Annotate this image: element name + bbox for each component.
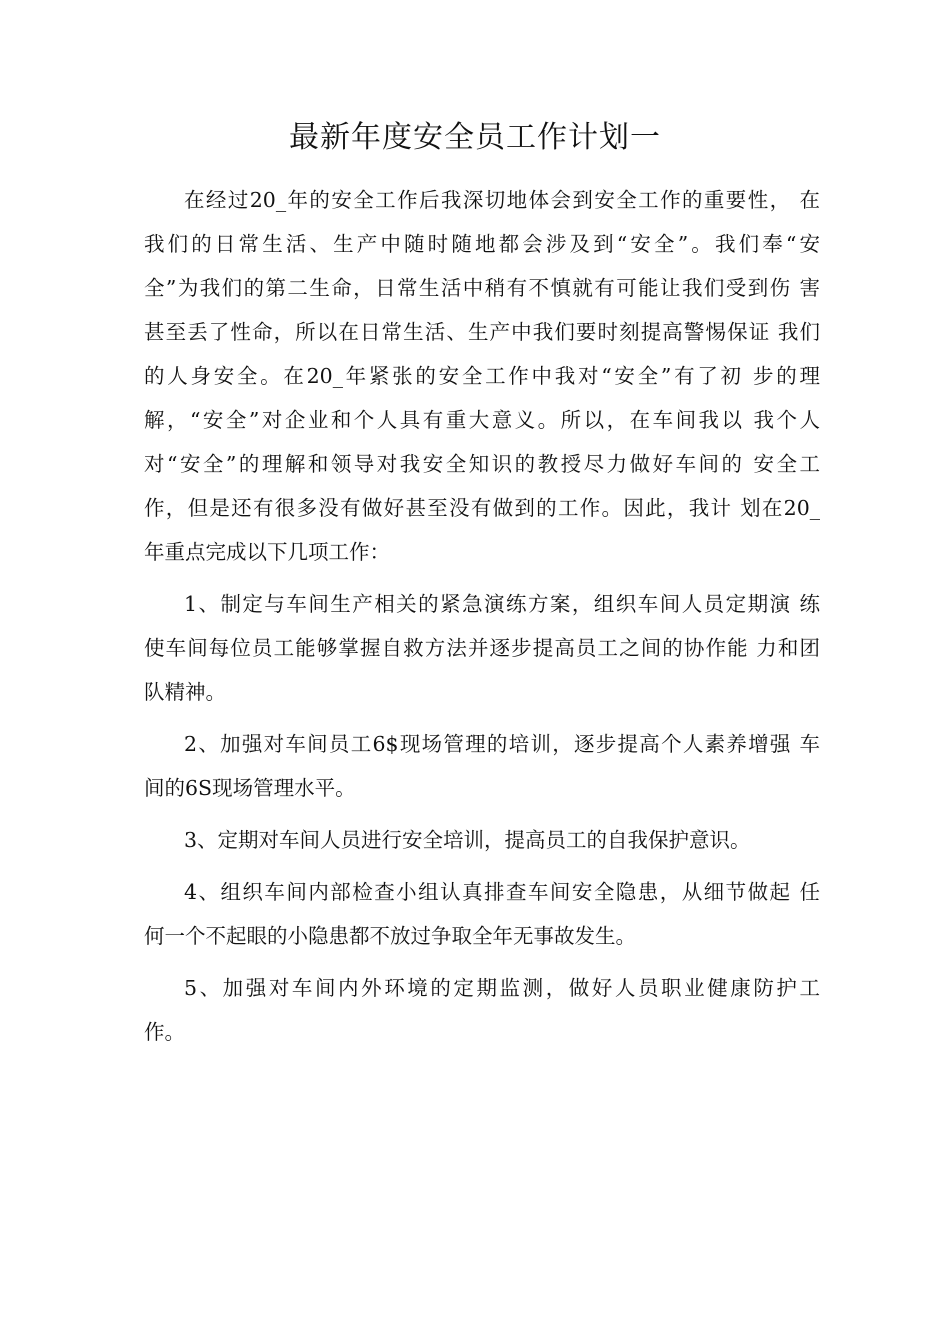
text-line: 的人身安全。在20_年紧张的安全工作中我对“安全”有了初 步的理 bbox=[144, 364, 820, 388]
paragraph-item-5 bbox=[144, 966, 820, 1054]
paragraph-item-3 bbox=[144, 818, 820, 862]
text-line: 年重点完成以下几项工作： bbox=[144, 540, 390, 564]
text-line: 在经过20_年的安全工作后我深切地体会到安全工作的重要性， 在 bbox=[184, 188, 820, 212]
text-line: 作，但是还有很多没有做好甚至没有做到的工作。因此，我计 划在20_ bbox=[144, 496, 820, 520]
text-line: 解，“安全”对企业和个人具有重大意义。所以，在车间我以 我个人 bbox=[144, 408, 820, 432]
text-line: 队精神。 bbox=[144, 680, 226, 704]
paragraph-intro bbox=[144, 178, 820, 574]
text-line: 3、定期对车间人员进行安全培训，提高员工的自我保护意识。 bbox=[184, 828, 751, 852]
text-line: 作。 bbox=[144, 1020, 185, 1044]
text-line: 全”为我们的第二生命，日常生活中稍有不慎就有可能让我们受到伤 害 bbox=[144, 276, 820, 300]
text-line: 使车间每位员工能够掌握自救方法并逐步提高员工之间的协作能 力和团 bbox=[144, 636, 820, 660]
text-line: 何一个不起眼的小隐患都不放过争取全年无事故发生。 bbox=[144, 924, 636, 948]
text-line: 1、制定与车间生产相关的紧急演练方案，组织车间人员定期演 练 bbox=[184, 592, 820, 616]
text-line: 5、加强对车间内外环境的定期监测，做好人员职业健康防护工 bbox=[184, 976, 820, 1000]
text-line: 我们的日常生活、生产中随时随地都会涉及到“安全”。我们奉“安 bbox=[144, 232, 820, 256]
text-line: 2、加强对车间员工6$现场管理的培训，逐步提高个人素养增强 车 bbox=[184, 732, 820, 756]
paragraph-item-1 bbox=[144, 582, 820, 714]
paragraph-item-4 bbox=[144, 870, 820, 958]
text-line: 甚至丢了性命，所以在日常生活、生产中我们要时刻提高警惕保证 我们 bbox=[144, 320, 820, 344]
text-line: 间的6S现场管理水平。 bbox=[144, 776, 356, 800]
paragraph-item-2 bbox=[144, 722, 820, 810]
text-line: 4、组织车间内部检查小组认真排查车间安全隐患，从细节做起 任 bbox=[184, 880, 820, 904]
text-line: 对“安全”的理解和领导对我安全知识的教授尽力做好车间的 安全工 bbox=[144, 452, 820, 476]
document-title: 最新年度安全员工作计划一 bbox=[289, 120, 661, 155]
document-body bbox=[144, 178, 820, 1054]
